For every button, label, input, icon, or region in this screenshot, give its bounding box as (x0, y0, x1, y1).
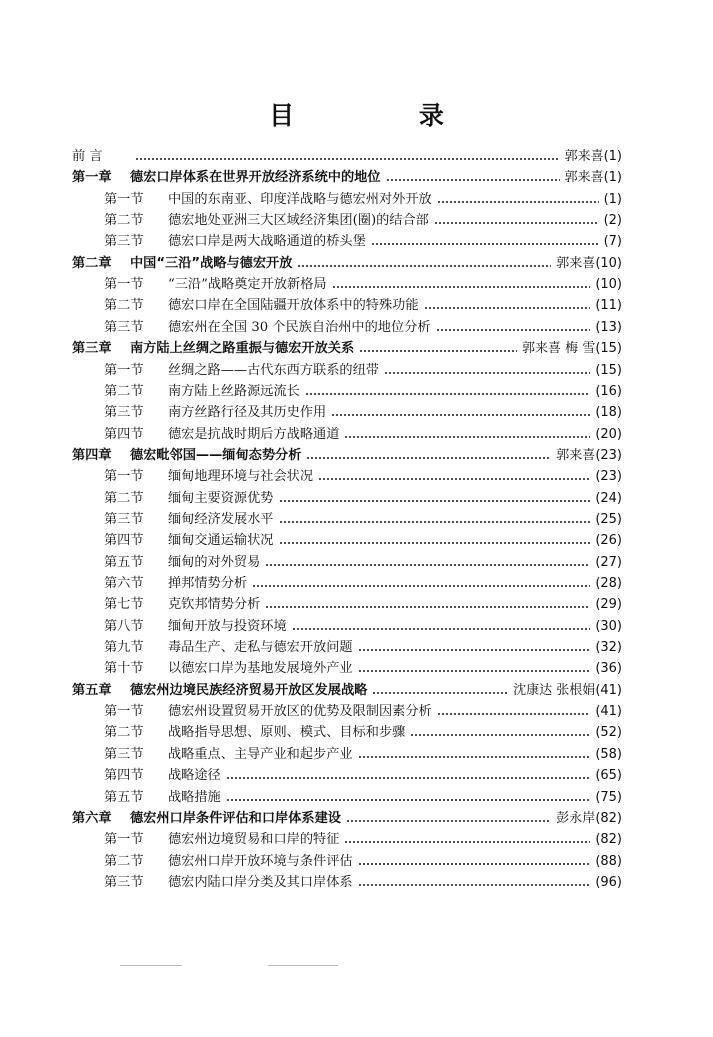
entry-title: 缅甸经济发展水平 (168, 511, 274, 527)
dot-leader (358, 756, 591, 758)
entry-title: 丝绸之路——古代东西方联系的纽带 (168, 362, 379, 378)
entry-label: 第六章 (72, 810, 112, 826)
entry-label: 第四节 (104, 533, 144, 549)
entry-label: 第六节 (104, 576, 144, 591)
dot-leader (252, 585, 590, 587)
dot-leader (386, 179, 560, 181)
entry-page-number: (58) (595, 746, 622, 762)
entry-label: 第一节 (104, 191, 144, 207)
entry-title: 战略措施 (168, 789, 221, 805)
entry-author: 彭永岸 (556, 810, 596, 826)
entry-label: 第一节 (104, 704, 144, 720)
entry-page-number: (82) (595, 832, 622, 848)
dot-leader (358, 863, 591, 865)
dot-leader (371, 243, 599, 245)
dot-leader (331, 414, 590, 416)
entry-page-number: (65) (595, 768, 622, 784)
toc-section-entry (104, 722, 622, 744)
dot-leader (305, 393, 590, 395)
entry-title: 德宏内陆口岸分类及其口岸体系 (168, 874, 353, 890)
entry-title: 德宏是抗战时期后方战略通道 (168, 426, 340, 442)
dot-leader (265, 606, 590, 608)
entry-title: 德宏州口岸条件评估和口岸体系建设 (130, 810, 341, 826)
entry-page-number: (41) (595, 704, 622, 720)
toc-section-entry (104, 872, 622, 894)
toc-section-entry (104, 360, 622, 382)
entry-author: 郭来喜 (556, 447, 596, 463)
scan-artifact (120, 965, 182, 966)
entry-page-number: (13) (595, 319, 622, 335)
toc-section-entry (104, 189, 622, 211)
entry-title: 缅甸交通运输状况 (168, 533, 274, 549)
dot-leader (358, 670, 591, 672)
toc-section-entry (104, 317, 622, 339)
dot-leader (135, 158, 560, 160)
dot-leader (265, 564, 590, 566)
entry-label: 第五节 (104, 789, 144, 805)
toc-chapter-entry (72, 167, 622, 189)
entry-page-number: (41) (595, 682, 622, 698)
entry-title: 中国的东南亚、印度洋战略与德宏州对外开放 (168, 191, 432, 207)
toc-section-entry (104, 552, 622, 574)
entry-author: 郭来喜 (564, 149, 604, 164)
entry-title: 德宏州边境贸易和口岸的特征 (168, 832, 340, 848)
entry-title: 德宏毗邻国——缅甸态势分析 (130, 447, 302, 463)
entry-page-number: (20) (595, 426, 622, 442)
entry-author: 郭来喜 (564, 170, 604, 186)
entry-page-number: (27) (595, 554, 622, 570)
entry-page-number: (96) (595, 874, 622, 890)
entry-label: 第一节 (104, 469, 144, 485)
dot-leader (424, 307, 591, 309)
entry-label: 第二节 (104, 213, 144, 229)
entry-label: 第八节 (104, 618, 144, 634)
entry-label: 第十节 (104, 661, 144, 677)
toc-section-entry (104, 381, 622, 403)
entry-page-number: (24) (595, 490, 622, 506)
entry-label: 第二节 (104, 853, 144, 869)
toc-section-entry (104, 402, 622, 424)
entry-label: 第二节 (104, 725, 144, 741)
dot-leader (279, 521, 591, 523)
entry-title: 缅甸的对外贸易 (168, 554, 261, 570)
entry-label: 第三节 (104, 319, 144, 335)
entry-label: 第一节 (104, 277, 144, 293)
dot-leader (434, 222, 599, 224)
entry-page-number: (28) (595, 576, 622, 591)
entry-page-number: (75) (595, 789, 622, 805)
entry-author: 沈康达 张根娟 (513, 682, 596, 698)
toc-section-entry (104, 658, 622, 680)
dot-leader (358, 649, 591, 651)
entry-page-number: (25) (595, 511, 622, 527)
entry-label: 第二节 (104, 298, 144, 314)
entry-page-number: (88) (595, 853, 622, 869)
entry-page-number: (15) (595, 362, 622, 378)
entry-page-number: (10) (595, 255, 622, 271)
toc-chapter-entry (72, 680, 622, 702)
entry-title: 德宏州口岸开放环境与条件评估 (168, 853, 353, 869)
dot-leader (358, 884, 591, 886)
entry-label: 第四节 (104, 768, 144, 784)
toc-section-entry (104, 851, 622, 873)
entry-title: 中国“三沿”战略与德宏开放 (130, 255, 293, 271)
entry-title: 德宏州设置贸易开放区的优势及限制因素分析 (168, 704, 432, 720)
toc-chapter-entry (72, 808, 622, 830)
entry-title: 缅甸主要资源优势 (168, 490, 274, 506)
entry-label: 第一节 (104, 362, 144, 378)
entry-label: 第三节 (104, 874, 144, 890)
dot-leader (332, 286, 591, 288)
entry-label: 第三章 (72, 341, 112, 357)
toc-section-entry (104, 637, 622, 659)
entry-title: 克钦邦情势分析 (168, 597, 261, 613)
entry-title: 南方陆上丝路源远流长 (168, 383, 300, 399)
entry-page-number: (30) (595, 618, 622, 634)
entry-title: 南方陆上丝绸之路重振与德宏开放关系 (130, 341, 355, 357)
dot-leader (437, 201, 599, 203)
toc-chapter-entry (72, 445, 622, 467)
entry-label: 第四章 (72, 447, 112, 463)
toc-section-entry (104, 274, 622, 296)
toc-section-entry (104, 424, 622, 446)
entry-title: 掸邦情势分析 (168, 576, 248, 591)
dot-leader (344, 841, 590, 843)
entry-author: 郭来喜 (556, 255, 596, 271)
dot-leader (344, 436, 590, 438)
entry-page-number: (82) (595, 810, 622, 826)
dot-leader (279, 500, 591, 502)
dot-leader (297, 265, 551, 267)
entry-page-number: (2) (603, 213, 622, 229)
entry-label: 第三节 (104, 511, 144, 527)
toc-section-entry (104, 530, 622, 552)
toc-section-entry (104, 573, 622, 595)
toc-section-entry (104, 829, 622, 851)
entry-label: 第二节 (104, 383, 144, 399)
toc-section-entry (104, 744, 622, 766)
entry-page-number: (52) (595, 725, 622, 741)
dot-leader (226, 799, 591, 801)
entry-page-number: (7) (603, 234, 622, 250)
toc-section-entry (104, 594, 622, 616)
dot-leader (359, 350, 517, 352)
entry-label: 第三节 (104, 405, 144, 421)
entry-title: 缅甸开放与投资环境 (168, 618, 287, 634)
entry-label: 第一章 (72, 170, 112, 186)
entry-title: 南方丝路行径及其历史作用 (168, 405, 327, 421)
entry-title: 缅甸地理环境与社会状况 (168, 469, 314, 485)
entry-title: 以德宏口岸为基地发展境外产业 (168, 661, 353, 677)
entry-label: 第一节 (104, 832, 144, 848)
entry-label: 第四节 (104, 426, 144, 442)
scan-artifact (268, 965, 338, 966)
dot-leader (346, 820, 551, 822)
entry-title: 德宏口岸体系在世界开放经济系统中的地位 (130, 170, 381, 186)
entry-title: 德宏地处亚洲三大区域经济集团(圈)的结合部 (168, 213, 429, 229)
entry-page-number: (18) (595, 405, 622, 421)
toc-section-entry (104, 787, 622, 809)
dot-leader (410, 734, 590, 736)
entry-title: 毒品生产、走私与德宏开放问题 (168, 640, 353, 656)
entry-label: 第二节 (104, 490, 144, 506)
entry-page-number: (23) (595, 469, 622, 485)
entry-label: 前 言 (72, 149, 103, 164)
entry-title: 战略指导思想、原则、模式、目标和步骤 (168, 725, 406, 741)
entry-page-number: (16) (595, 383, 622, 399)
toc-section-entry (104, 488, 622, 510)
dot-leader (306, 457, 551, 459)
entry-page-number: (1) (603, 191, 622, 207)
entry-page-number: (32) (595, 640, 622, 656)
toc-section-entry (104, 616, 622, 638)
entry-label: 第三节 (104, 746, 144, 762)
dot-leader (384, 372, 590, 374)
dot-leader (279, 542, 591, 544)
entry-page-number: (26) (595, 533, 622, 549)
entry-page-number: (36) (595, 661, 622, 677)
entry-title: 德宏口岸是两大战略通道的桥头堡 (168, 234, 366, 250)
entry-label: 第二章 (72, 255, 112, 271)
toc-section-entry (104, 765, 622, 787)
toc-section-entry (104, 210, 622, 232)
entry-label: 第七节 (104, 597, 144, 613)
toc-section-entry (104, 509, 622, 531)
toc-section-entry (104, 295, 622, 317)
entry-label: 第五节 (104, 554, 144, 570)
entry-title: 德宏州在全国 30 个民族自治州中的地位分析 (168, 319, 431, 335)
dot-leader (318, 478, 590, 480)
entry-page-number: (10) (595, 277, 622, 293)
entry-page-number: (1) (603, 170, 622, 186)
entry-label: 第三节 (104, 234, 144, 250)
entry-page-number: (1) (603, 149, 622, 164)
entry-page-number: (23) (595, 447, 622, 463)
entry-label: 第五章 (72, 682, 112, 698)
toc-preface-entry (72, 146, 622, 168)
dot-leader (436, 329, 591, 331)
entry-title: “三沿”战略奠定开放新格局 (168, 277, 327, 293)
entry-page-number: (29) (595, 597, 622, 613)
toc-section-entry (104, 231, 622, 253)
toc-chapter-entry (72, 338, 622, 360)
entry-page-number: (15) (595, 341, 622, 357)
toc-section-entry (104, 466, 622, 488)
dot-leader (292, 628, 591, 630)
entry-title: 德宏州边境民族经济贸易开放区发展战略 (130, 682, 368, 698)
toc-section-entry (104, 701, 622, 723)
toc-chapter-entry (72, 253, 622, 275)
entry-label: 第九节 (104, 640, 144, 656)
dot-leader (437, 713, 591, 715)
dot-leader (226, 777, 591, 779)
entry-title: 战略途径 (168, 768, 221, 784)
page-title: 目 录 (269, 101, 502, 130)
entry-author: 郭来喜 梅 雪 (522, 341, 596, 357)
entry-page-number: (11) (595, 298, 622, 314)
dot-leader (372, 692, 508, 694)
entry-title: 战略重点、主导产业和起步产业 (168, 746, 353, 762)
entry-title: 德宏口岸在全国陆疆开放体系中的特殊功能 (168, 298, 419, 314)
